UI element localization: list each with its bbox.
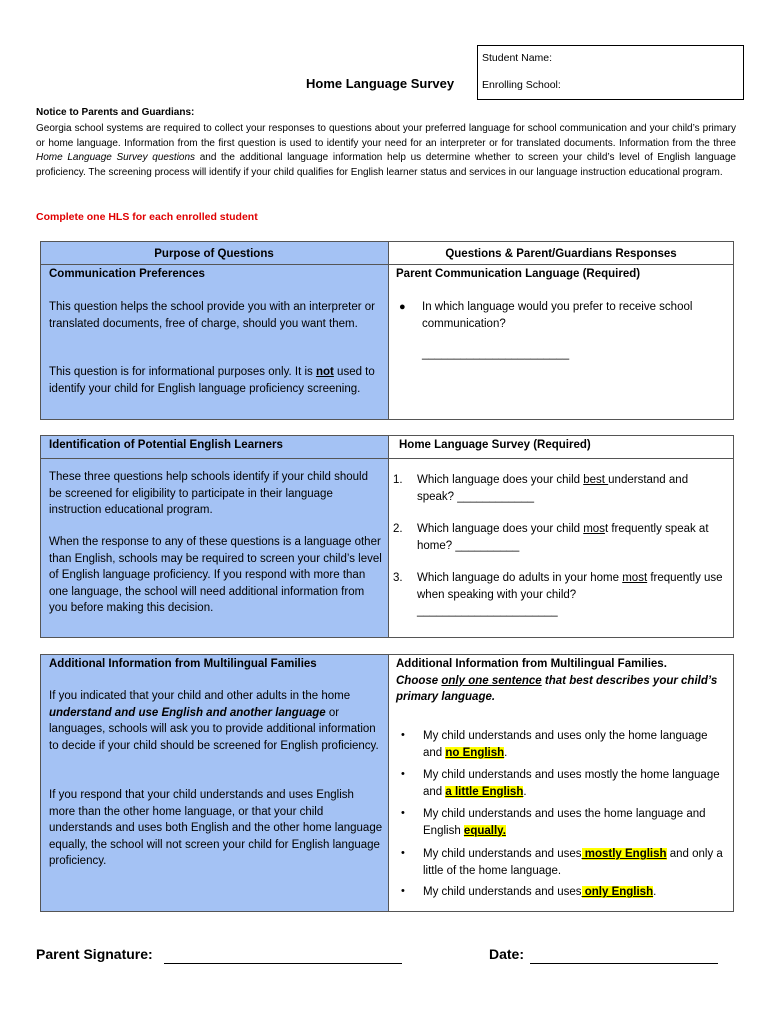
purpose-header: Purpose of Questions bbox=[154, 248, 274, 260]
q3-answer-field[interactable]: ______________________ bbox=[417, 605, 558, 617]
responses-header: Questions & Parent/Guardians Responses bbox=[445, 248, 677, 260]
question-3: Which language do adults in your home most frequently use when speaking with your child? ______________________ bbox=[417, 572, 723, 617]
bullet-icon: • bbox=[401, 729, 405, 741]
student-name-label: Student Name: bbox=[482, 52, 553, 64]
section2-right-column bbox=[389, 436, 733, 637]
notice-text-1: Georgia school systems are required to collect your responses to questions about your preferred language for school communication and your child’s primary or home language. Information from the first question is used to identify your need for an interpreter or for translated documents. Information from the three bbox=[36, 123, 736, 149]
date-label: Date: bbox=[489, 946, 525, 962]
page-title: Home Language Survey bbox=[306, 76, 455, 91]
section-communication bbox=[40, 241, 734, 420]
section2-left-column bbox=[41, 436, 389, 637]
bullet-icon: ● bbox=[399, 301, 406, 313]
not-emphasis: not bbox=[315, 366, 334, 378]
notice-heading: Notice to Parents and Guardians: bbox=[36, 107, 195, 118]
communication-question: In which language would you prefer to receive school communication? bbox=[422, 301, 693, 330]
parent-signature-label: Parent Signature: bbox=[36, 946, 153, 962]
option-mostly-english[interactable]: My child understands and uses mostly English and only a little of the home language. bbox=[423, 848, 723, 877]
communication-preferences-label: Communication Preferences bbox=[49, 268, 205, 280]
section3-left-p2: If you respond that your child understands and uses English more than the other home language, or that your child understands and uses both English and the other home language equally, the school will not screen your child for English language proficiency. bbox=[49, 789, 383, 867]
notice-paragraph bbox=[36, 122, 736, 180]
q2-number: 2. bbox=[393, 523, 403, 535]
identification-header: Identification of Potential English Learners bbox=[49, 439, 283, 451]
student-info-box bbox=[477, 45, 744, 100]
section1-right-column bbox=[389, 242, 733, 419]
understand-and-use-emphasis: understand and use English and another language bbox=[49, 706, 326, 719]
section-multilingual bbox=[40, 654, 734, 912]
section-identification bbox=[40, 435, 734, 638]
section1-left-p1: This question helps the school provide you with an interpreter or translated documents, free of charge, should you want them. bbox=[49, 301, 376, 330]
notice-text-italic: Home Language Survey questions bbox=[36, 152, 196, 163]
question-2: Which language does your child most frequently speak at home? __________ bbox=[417, 523, 709, 552]
q1-answer-field[interactable]: ____________ bbox=[457, 490, 535, 503]
complete-note: Complete one HLS for each enrolled student bbox=[36, 211, 258, 223]
section3-left-column bbox=[41, 655, 389, 911]
section2-divider bbox=[41, 458, 733, 459]
section2-left-p2: When the response to any of these questions is a language other than English, schools may be required to screen your child’s level of English language proficiency. If you respond with more than one language, the school will need additional information from you before making this decision. bbox=[49, 536, 382, 614]
section3-right-column bbox=[389, 655, 733, 911]
question-1: Which language does your child best understand and speak? ____________ bbox=[417, 474, 689, 503]
section3-left-p1: If you indicated that your child and other adults in the home understand and use English and another language or languages, schools will ask you to provide additional information to decide if your child should be screened for English proficiency. bbox=[49, 690, 379, 752]
section1-left-column bbox=[41, 242, 389, 419]
parent-signature-field[interactable] bbox=[164, 963, 402, 964]
bullet-icon: • bbox=[401, 807, 405, 819]
enrolling-school-label: Enrolling School: bbox=[482, 79, 561, 91]
section1-left-p2: This question is for informational purposes only. It is not used to identify your child for English language proficiency screening. bbox=[49, 366, 375, 395]
option-little-english[interactable]: My child understands and uses mostly the home language and a little English. bbox=[423, 769, 720, 798]
option-only-english[interactable]: My child understands and uses only English. bbox=[423, 886, 657, 898]
bullet-icon: • bbox=[401, 768, 405, 780]
option-no-english[interactable]: My child understands and uses only the home language and no English. bbox=[423, 730, 708, 759]
q2-answer-field[interactable]: __________ bbox=[455, 539, 520, 552]
section1-divider bbox=[41, 264, 733, 265]
bullet-icon: • bbox=[401, 885, 405, 897]
multilingual-right-header: Additional Information from Multilingual Families. Choose only one sentence that best describes your child’s primary language. bbox=[396, 658, 718, 703]
option-equally[interactable]: My child understands and uses the home language and English equally. bbox=[423, 808, 706, 837]
bullet-icon: • bbox=[401, 847, 405, 859]
communication-answer-field[interactable]: _______________________ bbox=[422, 348, 570, 360]
q3-number: 3. bbox=[393, 572, 403, 584]
section2-left-p1: These three questions help schools identify if your child should be screened for eligibility to participate in their language instruction educational program. bbox=[49, 471, 368, 516]
parent-communication-language-label: Parent Communication Language (Required) bbox=[396, 268, 641, 280]
multilingual-left-header: Additional Information from Multilingual Families bbox=[49, 658, 317, 670]
q1-number: 1. bbox=[393, 474, 403, 486]
notice-text-2: and the additional language information help us determine whether to screen your child’s level of English language proficiency. The screening process will identify if your child qualifies for English learner status and services in our language instruction educational program. bbox=[36, 152, 736, 178]
date-field[interactable] bbox=[530, 963, 718, 964]
hls-required-header: Home Language Survey (Required) bbox=[399, 439, 591, 451]
